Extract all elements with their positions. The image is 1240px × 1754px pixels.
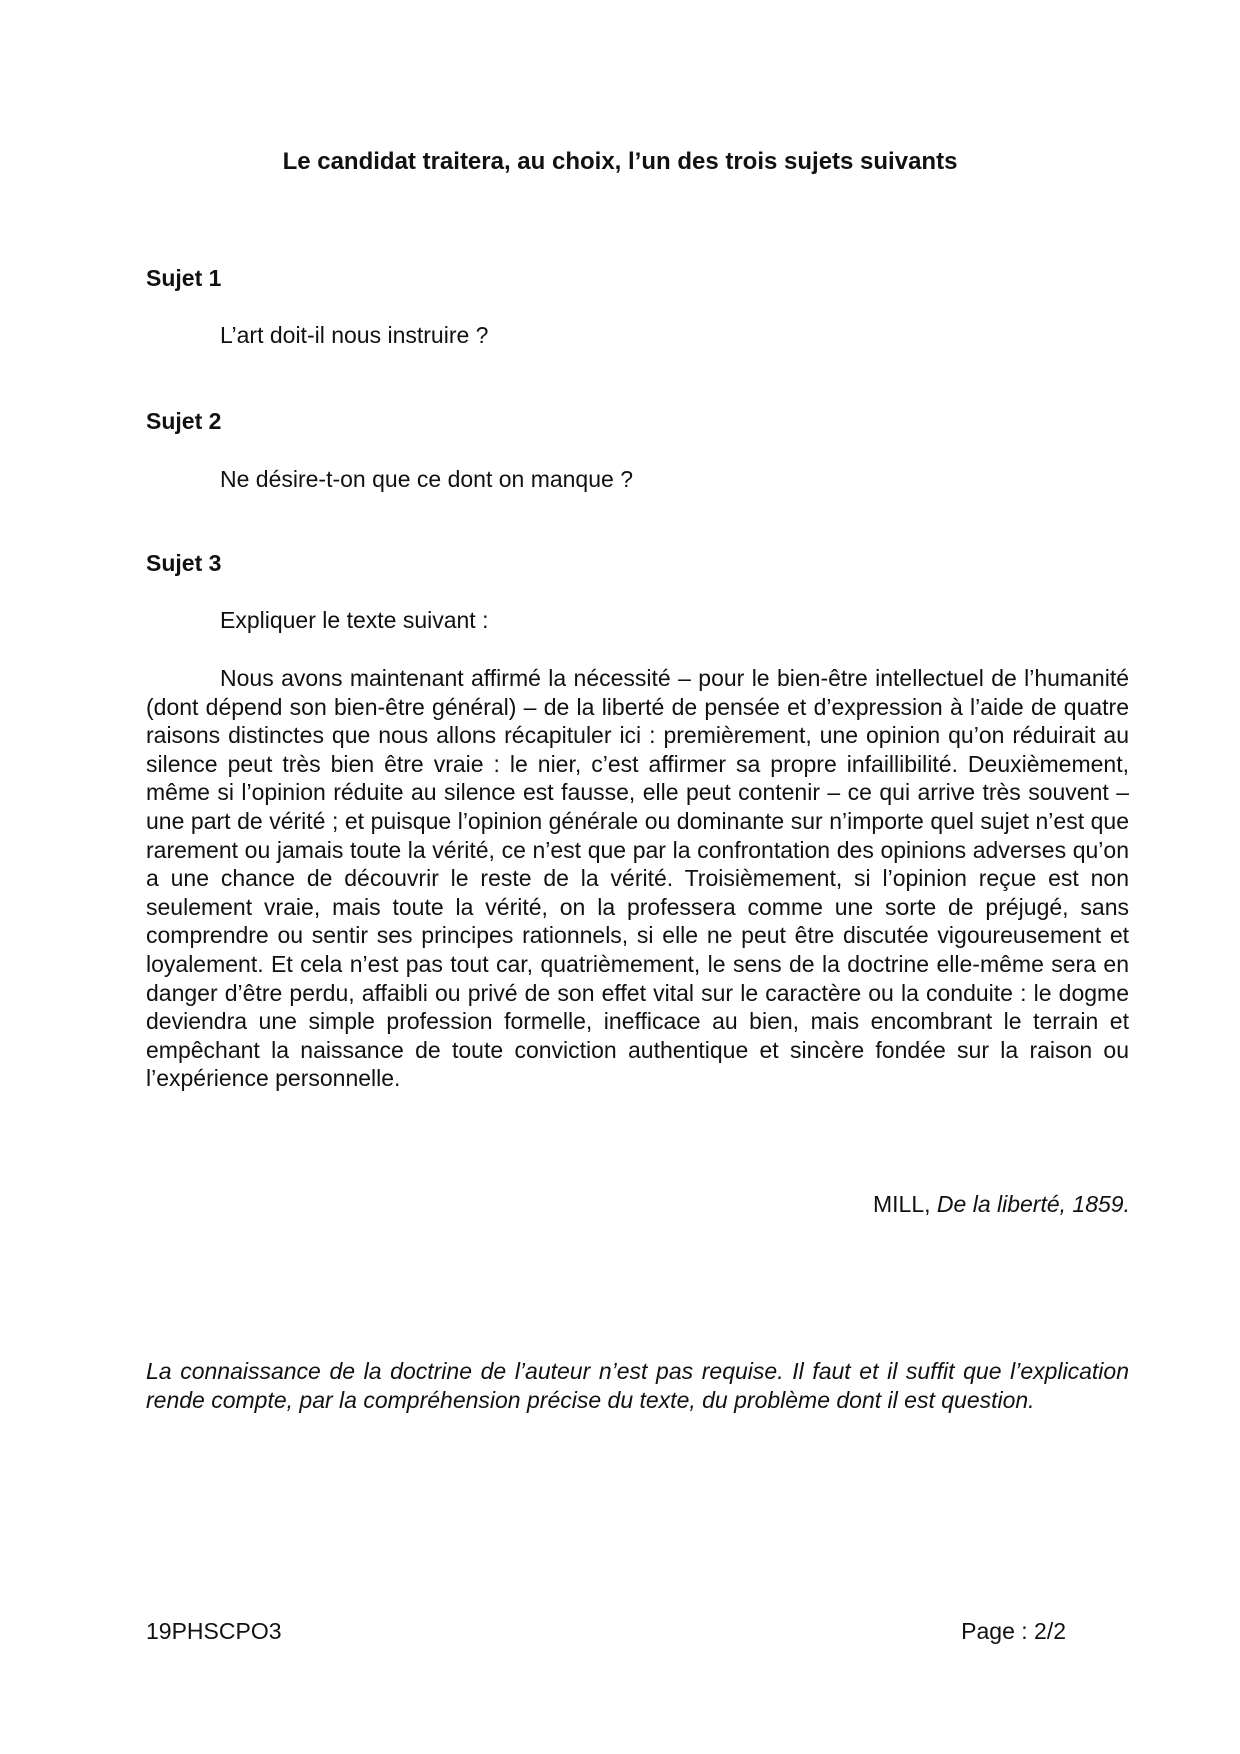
instruction-note: La connaissance de la doctrine de l’auteur n’est pas requise. Il faut et il suffit que l’explication rende compte, par la compréhension précise du texte, du problème dont il est question. bbox=[146, 1358, 1129, 1413]
citation-author: MILL, bbox=[873, 1191, 931, 1217]
subject-2-label: Sujet 2 bbox=[146, 408, 222, 434]
citation bbox=[873, 1191, 1130, 1218]
page-number: Page : 2/2 bbox=[961, 1618, 1066, 1644]
citation-work: De la liberté, 1859. bbox=[936, 1191, 1130, 1217]
page-title: Le candidat traitera, au choix, l’un des trois sujets suivants bbox=[282, 148, 958, 175]
subject-1-question: L’art doit-il nous instruire ? bbox=[220, 322, 489, 348]
subject-3-label: Sujet 3 bbox=[146, 550, 222, 576]
subject-3-question: Expliquer le texte suivant : bbox=[220, 607, 489, 633]
subject-1-label: Sujet 1 bbox=[146, 265, 222, 291]
subject-2-question: Ne désire-t-on que ce dont on manque ? bbox=[220, 466, 633, 492]
exam-code: 19PHSCPO3 bbox=[146, 1618, 282, 1644]
text-passage: Nous avons maintenant affirmé la nécessité – pour le bien-être intellectuel de l’humanité (dont dépend son bien-être général) – de la liberté de pensée et d’expression à l’aide de quatre raisons distinctes que nous allons récapituler ici : premièrement, une opinion qu’on réduirait au silence peut très bien être vraie : le nier, c’est affirmer sa propre infaillibilité. Deuxièmement, même si l’opinion réduite au silence est fausse, elle peut contenir – ce qui arrive très souvent – une part de vérité ; et puisque l’opinion générale ou dominante sur n’importe quel sujet n’est que rarement ou jamais toute la vérité, ce n’est que par la confrontation des opinions adverses qu’on a une chance de découvrir le reste de la vérité. Troisièmement, si l’opinion reçue est non seulement vraie, mais toute la vérité, on la professera comme une sorte de préjugé, sans comprendre ou sentir ses principes rationnels, si elle ne peut être discutée vigoureusement et loyalement. Et cela n’est pas tout car, quatrièmement, le sens de la doctrine elle-même sera en danger d’être perdu, affaibli ou privé de son effet vital sur le caractère ou la conduite : le dogme deviendra une simple profession formelle, inefficace au bien, mais encombrant le terrain et empêchant la naissance de toute conviction authentique et sincère fondée sur la raison ou l’expérience personnelle. bbox=[146, 665, 1129, 1092]
